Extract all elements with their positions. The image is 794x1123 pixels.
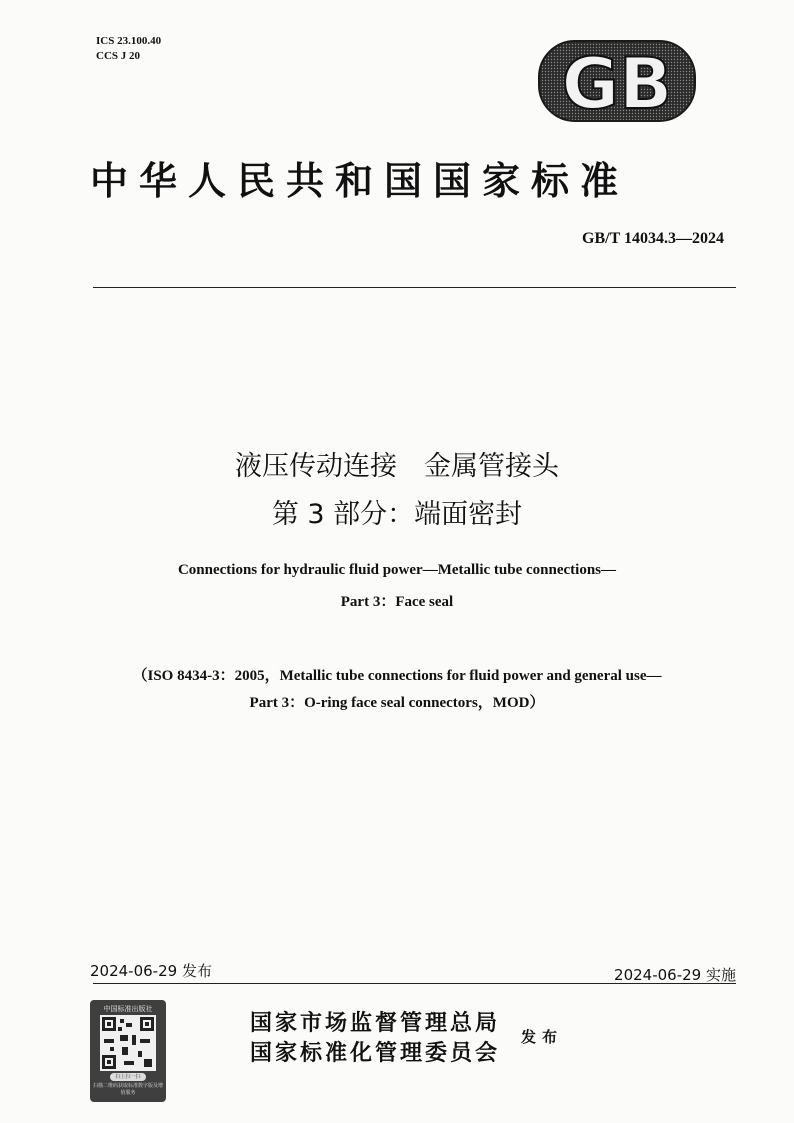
standard-number: GB/T 14034.3—2024 xyxy=(582,230,724,247)
top-divider xyxy=(93,287,736,288)
bottom-divider xyxy=(93,983,736,984)
stamp-footer: 扫描二维码获取标准数字版及增值服务 xyxy=(93,1083,164,1096)
publisher-stamp xyxy=(90,1000,166,1102)
ics-code: ICS 23.100.40 xyxy=(96,35,162,47)
iso-reference-line-1: （ISO 8434-3：2005，Metallic tube connections for fluid power and general use— xyxy=(132,668,662,684)
issuer-standardization-committee: 国家标准化管理委员会 xyxy=(250,1040,501,1066)
stamp-header: 中国标准出版社 xyxy=(103,1005,153,1013)
classification-codes xyxy=(96,34,161,64)
svg-text:GB: GB xyxy=(561,43,673,122)
publish-label: 发布 xyxy=(521,1028,564,1046)
english-title-line-1: Connections for hydraulic fluid power—Metallic tube connections— xyxy=(177,562,617,578)
stamp-badge: 扫上扫一扫 xyxy=(110,1073,146,1081)
standard-type-title: 中华人民共和国国家标准 xyxy=(90,159,630,203)
english-title-line-2: Part 3：Face seal xyxy=(340,594,454,610)
issuer-market-regulation: 国家市场监督管理总局 xyxy=(250,1010,501,1036)
publish-date: 2024-06-29 发布 xyxy=(90,962,212,980)
chinese-title-line-1: 液压传动连接 金属管接头 xyxy=(235,451,559,482)
implementation-date: 2024-06-29 实施 xyxy=(614,966,736,984)
issuing-authorities xyxy=(250,1008,500,1068)
qr-code-icon xyxy=(100,1015,156,1071)
iso-reference-line-2: Part 3：O-ring face seal connectors，MOD） xyxy=(249,695,545,711)
chinese-title-line-2: 第 3 部分：端面密封 xyxy=(271,499,523,530)
gb-logo-icon xyxy=(538,40,696,122)
ccs-code: CCS J 20 xyxy=(96,50,141,62)
